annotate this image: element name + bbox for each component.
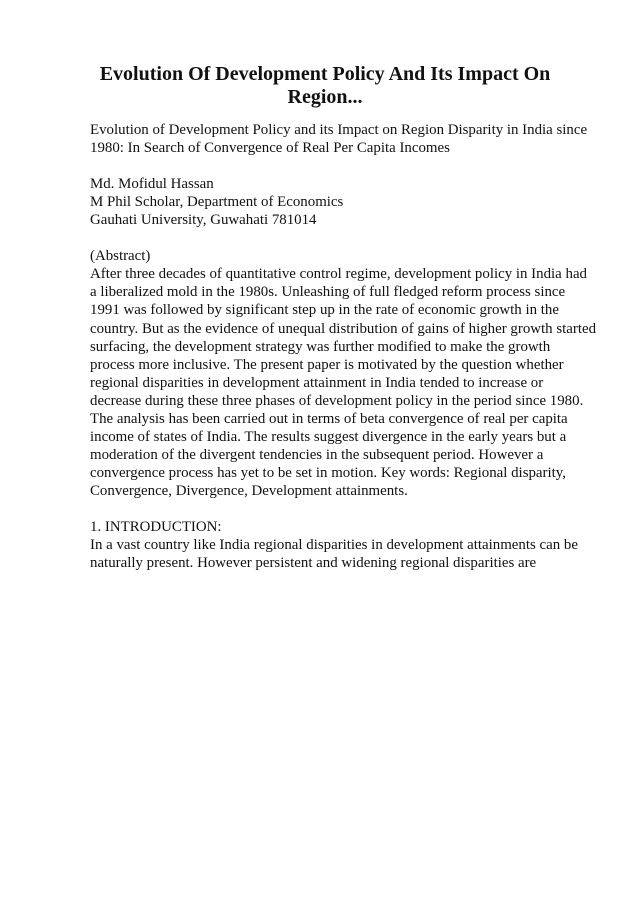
abstract-line: surfacing, the development strategy was further modified to make the growth	[90, 338, 551, 355]
author-affiliation: Gauhati University, Guwahati 781014	[90, 212, 317, 229]
abstract-line: After three decades of quantitative control regime, development policy in India had	[90, 266, 587, 283]
abstract-line: Convergence, Divergence, Development attainments.	[90, 482, 408, 499]
abstract-line: 1991 was followed by significant step up in the rate of economic growth in the	[90, 302, 559, 319]
subtitle-line-2: 1980: In Search of Convergence of Real Per Capita Incomes	[90, 140, 450, 157]
author-position: M Phil Scholar, Department of Economics	[90, 194, 344, 211]
abstract-line: regional disparities in development attainment in India tended to increase or	[90, 374, 544, 391]
author-name: Md. Mofidul Hassan	[90, 176, 214, 193]
abstract-line: convergence process has yet to be set in motion. Key words: Regional disparity,	[90, 464, 566, 481]
abstract	[90, 247, 595, 500]
subtitle	[90, 121, 595, 157]
document-title	[90, 63, 560, 109]
title-line-1: Evolution Of Development Policy And Its Impact On	[99, 63, 551, 85]
abstract-heading: (Abstract)	[90, 248, 151, 265]
introduction-heading: 1. INTRODUCTION:	[90, 519, 222, 536]
document-body	[90, 121, 595, 590]
author-block	[90, 175, 595, 229]
abstract-line: decrease during these three phases of development policy in the period since 1980.	[90, 392, 584, 409]
introduction-line: naturally present. However persistent and widening regional disparities are	[90, 555, 537, 572]
abstract-line: The analysis has been carried out in terms of beta convergence of real per capita	[90, 410, 568, 427]
title-line-2: Region...	[287, 86, 363, 108]
abstract-line: income of states of India. The results suggest divergence in the early years but a	[90, 428, 567, 445]
abstract-line: country. But as the evidence of unequal distribution of gains of higher growth started	[90, 320, 597, 337]
abstract-line: process more inclusive. The present paper is motivated by the question whether	[90, 356, 564, 373]
abstract-line: a liberalized mold in the 1980s. Unleashing of full fledged reform process since	[90, 284, 566, 301]
introduction-line: In a vast country like India regional disparities in development attainments can be	[90, 537, 578, 554]
subtitle-line-1: Evolution of Development Policy and its Impact on Region Disparity in India since	[90, 122, 588, 138]
abstract-line: moderation of the divergent tendencies in the subsequent period. However a	[90, 446, 544, 463]
introduction-section	[90, 518, 595, 572]
